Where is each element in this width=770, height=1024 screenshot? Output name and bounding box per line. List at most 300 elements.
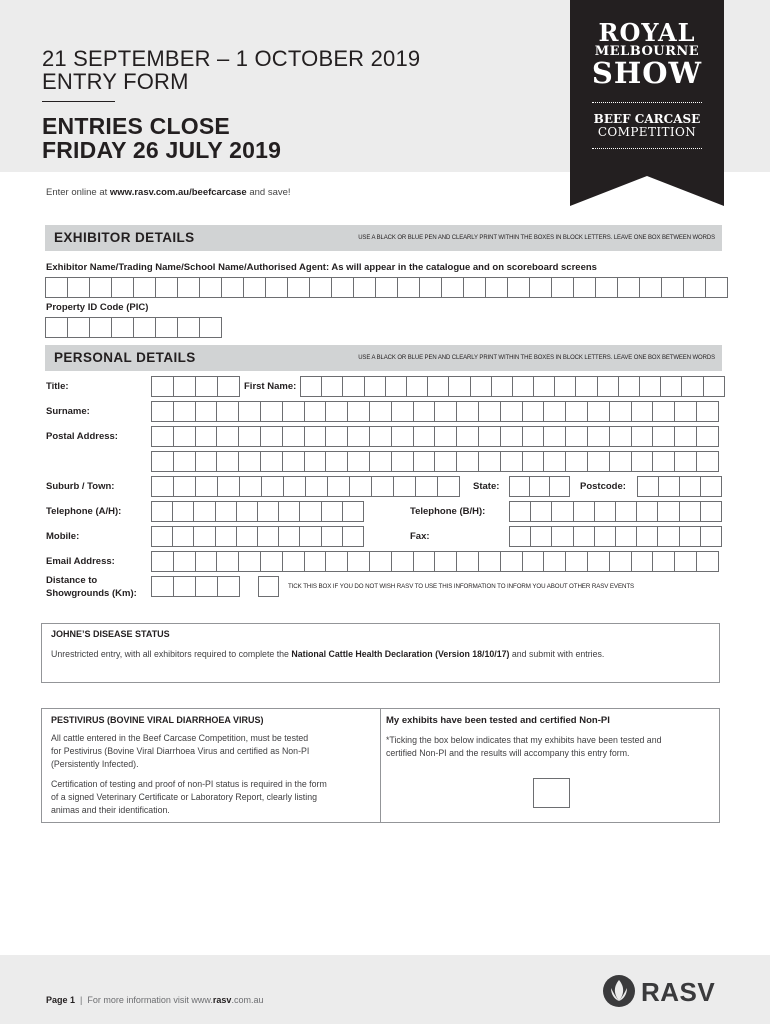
char-box[interactable] <box>706 278 728 297</box>
char-box[interactable] <box>682 377 703 396</box>
banner-dotted-rule <box>592 148 702 149</box>
postal-address-field-line1[interactable] <box>151 426 719 447</box>
first-name-field[interactable] <box>300 376 725 397</box>
char-box[interactable] <box>701 527 722 546</box>
char-box[interactable] <box>284 477 306 496</box>
char-box[interactable] <box>222 278 244 297</box>
char-box[interactable] <box>174 377 196 396</box>
char-box[interactable] <box>661 377 682 396</box>
distance-label-line2: Showgrounds (Km): <box>46 588 137 599</box>
char-box[interactable] <box>552 527 573 546</box>
char-box[interactable] <box>684 278 706 297</box>
char-box[interactable] <box>576 377 597 396</box>
char-box[interactable] <box>414 402 436 421</box>
char-box[interactable] <box>697 452 719 471</box>
char-box[interactable] <box>610 427 632 446</box>
online-entry-link[interactable]: www.rasv.com.au/beefcarcase <box>109 187 247 198</box>
char-box[interactable] <box>174 427 196 446</box>
section-instructions: USE A BLACK OR BLUE PEN AND CLEARLY PRINT WITHIN THE BOXES IN BLOCK LETTERS. LEAVE ONE BOX BETWEEN WORDS <box>358 355 715 361</box>
char-box[interactable] <box>416 477 438 496</box>
char-box[interactable] <box>174 577 196 596</box>
char-box[interactable] <box>392 552 414 571</box>
char-box[interactable] <box>680 477 701 496</box>
char-box[interactable] <box>343 502 364 521</box>
char-box[interactable] <box>574 502 595 521</box>
char-box[interactable] <box>173 527 194 546</box>
char-box[interactable] <box>675 427 697 446</box>
char-box[interactable] <box>200 318 222 337</box>
char-box[interactable] <box>566 402 588 421</box>
char-box[interactable] <box>322 527 343 546</box>
char-box[interactable] <box>588 427 610 446</box>
char-box[interactable] <box>279 502 300 521</box>
char-box[interactable] <box>632 552 654 571</box>
char-box[interactable] <box>196 427 218 446</box>
char-box[interactable] <box>288 278 310 297</box>
char-box[interactable] <box>457 552 479 571</box>
char-box[interactable] <box>262 477 284 496</box>
char-box[interactable] <box>595 502 616 521</box>
mobile-label: Mobile: <box>46 531 80 542</box>
footer-more-info: For more information visit www.rasv.com.au <box>87 995 264 1005</box>
char-box[interactable] <box>46 318 68 337</box>
state-field[interactable] <box>509 476 570 497</box>
char-box[interactable] <box>174 452 196 471</box>
char-box[interactable] <box>394 477 416 496</box>
char-box[interactable] <box>239 552 261 571</box>
char-box[interactable] <box>239 452 261 471</box>
char-box[interactable] <box>306 477 328 496</box>
char-box[interactable] <box>675 552 697 571</box>
char-box[interactable] <box>632 427 654 446</box>
non-pi-checkbox[interactable] <box>533 778 570 808</box>
banner-beef-carcase: BEEF CARCASE <box>593 112 701 126</box>
char-box[interactable] <box>196 552 218 571</box>
char-box[interactable] <box>501 402 523 421</box>
char-box[interactable] <box>300 502 321 521</box>
section-title: EXHIBITOR DETAILS <box>54 230 195 245</box>
online-entry-note: Enter online at www.rasv.com.au/beefcarcase and save! <box>46 187 291 198</box>
exhibitor-details-header <box>45 225 722 251</box>
char-box[interactable] <box>322 502 343 521</box>
char-box[interactable] <box>555 377 576 396</box>
char-box[interactable] <box>68 278 90 297</box>
pestivirus-paragraph-2: Certification of testing and proof of non-PI status is required in the form of a signed Veterinary Certificate or Laboratory Report, clearly listing animas and their identification. <box>51 779 327 815</box>
char-box[interactable] <box>701 502 722 521</box>
rasv-optout-note: TICK THIS BOX IF YOU DO NOT WISH RASV TO USE THIS INFORMATION TO INFORM YOU ABOUT OTHER RASV EVENTS <box>288 583 635 590</box>
char-box[interactable] <box>244 278 266 297</box>
char-box[interactable] <box>675 452 697 471</box>
char-box[interactable] <box>217 427 239 446</box>
pestivirus-panel <box>41 708 720 823</box>
char-box[interactable] <box>398 278 420 297</box>
page-number: Page 1 <box>46 995 76 1005</box>
char-box[interactable] <box>300 527 321 546</box>
char-box[interactable] <box>618 278 640 297</box>
char-box[interactable] <box>501 452 523 471</box>
char-box[interactable] <box>343 527 364 546</box>
char-box[interactable] <box>348 427 370 446</box>
char-box[interactable] <box>370 452 392 471</box>
pic-label: Property ID Code (PIC) <box>46 302 149 313</box>
char-box[interactable] <box>697 402 719 421</box>
title-divider <box>42 101 115 102</box>
char-box[interactable] <box>354 278 376 297</box>
char-box[interactable] <box>632 402 654 421</box>
entries-close-heading: ENTRIES CLOSE <box>42 113 230 139</box>
char-box[interactable] <box>134 278 156 297</box>
char-box[interactable] <box>194 502 215 521</box>
banner-competition: COMPETITION <box>597 125 697 139</box>
char-box[interactable] <box>156 318 178 337</box>
char-box[interactable] <box>566 452 588 471</box>
first-name-label: First Name: <box>244 381 297 392</box>
suburb-label: Suburb / Town: <box>46 481 115 492</box>
postal-address-label: Postal Address: <box>46 431 118 442</box>
char-box[interactable] <box>574 527 595 546</box>
char-box[interactable] <box>653 427 675 446</box>
char-box[interactable] <box>552 502 573 521</box>
char-box[interactable] <box>283 402 305 421</box>
char-box[interactable] <box>479 552 501 571</box>
char-box[interactable] <box>534 377 555 396</box>
char-box[interactable] <box>435 552 457 571</box>
char-box[interactable] <box>414 427 436 446</box>
rasv-logo-text: RASV <box>641 977 716 1007</box>
banner-melbourne: MELBOURNE <box>594 44 700 59</box>
char-box[interactable] <box>305 452 327 471</box>
char-box[interactable] <box>435 427 457 446</box>
char-box[interactable] <box>152 452 174 471</box>
char-box[interactable] <box>305 402 327 421</box>
char-box[interactable] <box>152 502 173 521</box>
char-box[interactable] <box>152 552 174 571</box>
johnes-text: Unrestricted entry, with all exhibitors required to complete the National Cattle Health Declaration (Version 18/10/17) and submit with entries. <box>51 649 605 659</box>
char-box[interactable] <box>544 402 566 421</box>
char-box[interactable] <box>350 477 372 496</box>
postal-address-field-line2[interactable] <box>151 451 719 472</box>
char-box[interactable] <box>420 278 442 297</box>
char-box[interactable] <box>283 452 305 471</box>
char-box[interactable] <box>152 377 174 396</box>
char-box[interactable] <box>510 502 531 521</box>
char-box[interactable] <box>200 278 222 297</box>
char-box[interactable] <box>218 577 240 596</box>
char-box[interactable] <box>479 402 501 421</box>
char-box[interactable] <box>531 527 552 546</box>
fax-field[interactable] <box>509 526 722 547</box>
char-box[interactable] <box>239 427 261 446</box>
char-box[interactable] <box>595 527 616 546</box>
char-box[interactable] <box>513 377 534 396</box>
char-box[interactable] <box>326 402 348 421</box>
char-box[interactable] <box>196 477 218 496</box>
char-box[interactable] <box>653 402 675 421</box>
char-box[interactable] <box>471 377 492 396</box>
char-box[interactable] <box>196 402 218 421</box>
rasv-optout-checkbox[interactable] <box>258 576 279 597</box>
char-box[interactable] <box>610 452 632 471</box>
char-box[interactable] <box>530 278 552 297</box>
char-box[interactable] <box>523 427 545 446</box>
char-box[interactable] <box>216 502 237 521</box>
char-box[interactable] <box>619 377 640 396</box>
char-box[interactable] <box>544 552 566 571</box>
char-box[interactable] <box>174 402 196 421</box>
char-box[interactable] <box>697 427 719 446</box>
char-box[interactable] <box>501 427 523 446</box>
char-box[interactable] <box>261 552 283 571</box>
char-box[interactable] <box>152 402 174 421</box>
char-box[interactable] <box>322 377 343 396</box>
johnes-disease-panel <box>41 623 720 683</box>
char-box[interactable] <box>588 452 610 471</box>
char-box[interactable] <box>152 427 174 446</box>
char-box[interactable] <box>530 477 550 496</box>
char-box[interactable] <box>261 402 283 421</box>
telephone-bh-field[interactable] <box>509 501 722 522</box>
char-box[interactable] <box>370 402 392 421</box>
char-box[interactable] <box>174 552 196 571</box>
char-box[interactable] <box>492 377 513 396</box>
pestivirus-title: PESTIVIRUS (BOVINE VIRAL DIARRHOEA VIRUS) <box>51 715 264 725</box>
char-box[interactable] <box>310 278 332 297</box>
char-box[interactable] <box>435 452 457 471</box>
char-box[interactable] <box>435 402 457 421</box>
char-box[interactable] <box>574 278 596 297</box>
char-box[interactable] <box>326 427 348 446</box>
char-box[interactable] <box>610 552 632 571</box>
char-box[interactable] <box>544 452 566 471</box>
char-box[interactable] <box>348 452 370 471</box>
char-box[interactable] <box>283 427 305 446</box>
char-box[interactable] <box>301 377 322 396</box>
char-box[interactable] <box>638 477 659 496</box>
char-box[interactable] <box>196 452 218 471</box>
char-box[interactable] <box>348 552 370 571</box>
char-box[interactable] <box>407 377 428 396</box>
char-box[interactable] <box>283 552 305 571</box>
char-box[interactable] <box>196 577 218 596</box>
char-box[interactable] <box>457 402 479 421</box>
char-box[interactable] <box>531 502 552 521</box>
section-instructions: USE A BLACK OR BLUE PEN AND CLEARLY PRINT WITHIN THE BOXES IN BLOCK LETTERS. LEAVE ONE BOX BETWEEN WORDS <box>358 235 715 241</box>
char-box[interactable] <box>156 278 178 297</box>
char-box[interactable] <box>544 427 566 446</box>
char-box[interactable] <box>348 402 370 421</box>
personal-details-header <box>45 345 722 371</box>
telephone-bh-label: Telephone (B/H): <box>410 506 486 517</box>
char-box[interactable] <box>152 477 174 496</box>
char-box[interactable] <box>697 552 719 571</box>
char-box[interactable] <box>523 452 545 471</box>
char-box[interactable] <box>217 452 239 471</box>
char-box[interactable] <box>237 502 258 521</box>
char-box[interactable] <box>598 377 619 396</box>
char-box[interactable] <box>566 427 588 446</box>
section-title: PERSONAL DETAILS <box>54 350 196 365</box>
char-box[interactable] <box>305 552 327 571</box>
char-box[interactable] <box>218 377 240 396</box>
char-box[interactable] <box>550 477 570 496</box>
char-box[interactable] <box>658 527 679 546</box>
char-box[interactable] <box>386 377 407 396</box>
char-box[interactable] <box>552 278 574 297</box>
char-box[interactable] <box>637 527 658 546</box>
state-label: State: <box>473 481 500 492</box>
char-box[interactable] <box>217 552 239 571</box>
char-box[interactable] <box>90 278 112 297</box>
char-box[interactable] <box>305 427 327 446</box>
non-pi-text: *Ticking the box below indicates that my exhibits have been tested and certified Non-PI and the results will accompany this entry form. <box>386 735 662 758</box>
pic-field[interactable] <box>45 317 222 338</box>
email-label: Email Address: <box>46 556 115 567</box>
char-box[interactable] <box>449 377 470 396</box>
telephone-ah-field[interactable] <box>151 501 364 522</box>
char-box[interactable] <box>370 427 392 446</box>
char-box[interactable] <box>365 377 386 396</box>
char-box[interactable] <box>508 278 530 297</box>
char-box[interactable] <box>178 278 200 297</box>
exhibitor-name-field[interactable] <box>45 277 728 298</box>
char-box[interactable] <box>217 402 239 421</box>
char-box[interactable] <box>152 577 174 596</box>
johnes-title: JOHNE’S DISEASE STATUS <box>51 629 170 639</box>
char-box[interactable] <box>457 452 479 471</box>
char-box[interactable] <box>414 552 436 571</box>
char-box[interactable] <box>392 452 414 471</box>
non-pi-title: My exhibits have been tested and certified Non-PI <box>386 715 610 726</box>
char-box[interactable] <box>279 527 300 546</box>
email-field[interactable] <box>151 551 719 572</box>
char-box[interactable] <box>438 477 460 496</box>
char-box[interactable] <box>704 377 725 396</box>
banner-dotted-rule <box>592 102 702 103</box>
char-box[interactable] <box>372 477 394 496</box>
char-box[interactable] <box>152 527 173 546</box>
postcode-field[interactable] <box>637 476 722 497</box>
surname-label: Surname: <box>46 406 90 417</box>
char-box[interactable] <box>90 318 112 337</box>
char-box[interactable] <box>523 402 545 421</box>
char-box[interactable] <box>442 278 464 297</box>
char-box[interactable] <box>414 452 436 471</box>
char-box[interactable] <box>616 527 637 546</box>
pestivirus-paragraph-1: All cattle entered in the Beef Carcase Competition, must be tested for Pestivirus (Bovine Viral Diarrhoea Virus and certified as Non-PI (Persistently Infected). <box>51 733 310 769</box>
char-box[interactable] <box>261 427 283 446</box>
char-box[interactable] <box>523 552 545 571</box>
char-box[interactable] <box>261 452 283 471</box>
char-box[interactable] <box>46 278 68 297</box>
title-label: Title: <box>46 381 69 392</box>
exhibitor-name-label: Exhibitor Name/Trading Name/School Name/Authorised Agent: As will appear in the catalogue and on scoreboard screens <box>46 262 597 273</box>
char-box[interactable] <box>680 502 701 521</box>
char-box[interactable] <box>376 278 398 297</box>
char-box[interactable] <box>632 452 654 471</box>
char-box[interactable] <box>266 278 288 297</box>
entries-close-date: FRIDAY 26 JULY 2019 <box>42 137 282 163</box>
char-box[interactable] <box>566 552 588 571</box>
char-box[interactable] <box>239 402 261 421</box>
char-box[interactable] <box>237 527 258 546</box>
char-box[interactable] <box>479 427 501 446</box>
char-box[interactable] <box>588 402 610 421</box>
telephone-ah-label: Telephone (A/H): <box>46 506 122 517</box>
char-box[interactable] <box>240 477 262 496</box>
char-box[interactable] <box>178 318 200 337</box>
suburb-field[interactable] <box>151 476 460 497</box>
postcode-label: Postcode: <box>580 481 626 492</box>
char-box[interactable] <box>112 318 134 337</box>
char-box[interactable] <box>134 318 156 337</box>
char-box[interactable] <box>326 452 348 471</box>
char-box[interactable] <box>588 552 610 571</box>
char-box[interactable] <box>596 278 618 297</box>
char-box[interactable] <box>392 427 414 446</box>
char-box[interactable] <box>392 402 414 421</box>
char-box[interactable] <box>370 552 392 571</box>
char-box[interactable] <box>194 527 215 546</box>
char-box[interactable] <box>479 452 501 471</box>
char-box[interactable] <box>653 552 675 571</box>
char-box[interactable] <box>332 278 354 297</box>
footer-info: Page 1 | For more information visit www.rasv.com.au <box>46 995 264 1005</box>
fax-label: Fax: <box>410 531 430 542</box>
char-box[interactable] <box>457 427 479 446</box>
surname-field[interactable] <box>151 401 719 422</box>
char-box[interactable] <box>258 527 279 546</box>
rasv-emblem-icon <box>602 974 636 1008</box>
char-box[interactable] <box>510 527 531 546</box>
char-box[interactable] <box>640 377 661 396</box>
royal-melbourne-show-banner <box>570 0 724 206</box>
char-box[interactable] <box>653 452 675 471</box>
char-box[interactable] <box>196 377 218 396</box>
char-box[interactable] <box>326 552 348 571</box>
char-box[interactable] <box>173 502 194 521</box>
char-box[interactable] <box>701 477 722 496</box>
char-box[interactable] <box>510 477 530 496</box>
event-dates: 21 SEPTEMBER – 1 OCTOBER 2019 <box>42 46 421 71</box>
char-box[interactable] <box>662 278 684 297</box>
char-box[interactable] <box>216 527 237 546</box>
char-box[interactable] <box>68 318 90 337</box>
char-box[interactable] <box>658 502 679 521</box>
char-box[interactable] <box>112 278 134 297</box>
char-box[interactable] <box>464 278 486 297</box>
char-box[interactable] <box>428 377 449 396</box>
distance-label-line1: Distance to <box>46 575 98 586</box>
char-box[interactable] <box>659 477 680 496</box>
char-box[interactable] <box>610 402 632 421</box>
char-box[interactable] <box>616 502 637 521</box>
char-box[interactable] <box>258 502 279 521</box>
char-box[interactable] <box>343 377 364 396</box>
char-box[interactable] <box>675 402 697 421</box>
char-box[interactable] <box>218 477 240 496</box>
char-box[interactable] <box>328 477 350 496</box>
panel-divider <box>380 709 381 822</box>
char-box[interactable] <box>501 552 523 571</box>
distance-field[interactable] <box>151 576 240 597</box>
char-box[interactable] <box>637 502 658 521</box>
char-box[interactable] <box>640 278 662 297</box>
char-box[interactable] <box>174 477 196 496</box>
mobile-field[interactable] <box>151 526 364 547</box>
title-field[interactable] <box>151 376 240 397</box>
char-box[interactable] <box>486 278 508 297</box>
char-box[interactable] <box>680 527 701 546</box>
